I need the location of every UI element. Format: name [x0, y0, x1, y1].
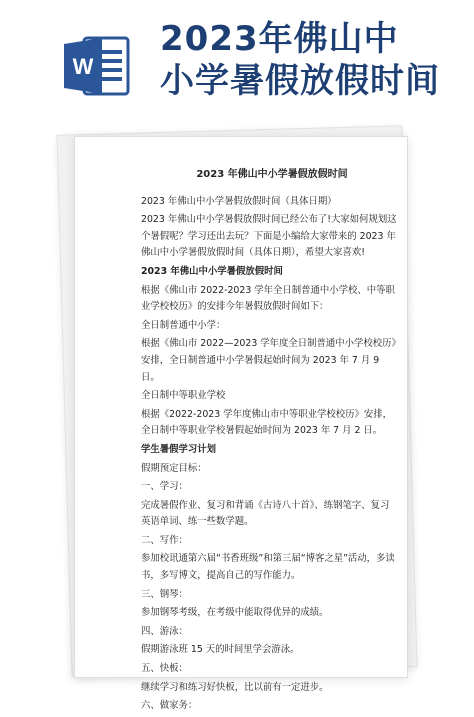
doc-paragraph: 四、游泳： [141, 625, 188, 637]
doc-paragraph: 二、写作： [141, 534, 188, 546]
title-line-1: 2023年佛山中 [160, 19, 399, 59]
doc-paragraph: 全日制中等职业学校 [141, 390, 226, 402]
doc-paragraph: 根据《2022-2023 学年度佛山市中等职业学校校历》安排，全日制中等职业学校暑假起始时间为 2023 年 7 月 2 日。 [141, 408, 392, 437]
document-sheet [74, 136, 408, 712]
doc-paragraph: 完成暑假作业、复习和背诵《古诗八十首》、练钢笔字、复习英语单词、练一些数学题。 [141, 499, 390, 528]
title-line-2: 小学暑假放假时间 [160, 61, 440, 101]
header-banner [0, 0, 474, 120]
document-title-banner [160, 18, 460, 102]
doc-section-heading: 2023 年佛山中小学暑假放假时间 [141, 265, 283, 277]
doc-paragraph: 参加钢琴考级，在考级中能取得优异的成绩。 [141, 607, 329, 619]
document-body [141, 167, 397, 717]
doc-paragraph: 2023 年佛山中小学暑假放假时间（具体日期） [141, 195, 337, 207]
doc-paragraph: 三、钢琴： [141, 588, 188, 600]
doc-paragraph: 假期游泳班 15 天的时间里学会游泳。 [141, 644, 300, 656]
doc-title: 2023 年佛山中小学暑假放假时间 [196, 169, 348, 180]
doc-paragraph: 参加校讯通第六届“书香班级”和第三届“博客之星”活动，多读书，多写博文，提高自己的写作能力。 [141, 553, 395, 582]
doc-paragraph: 一、学习： [141, 481, 188, 493]
doc-paragraph: 六、做家务： [141, 700, 198, 712]
doc-paragraph: 五、快板： [141, 663, 188, 675]
doc-paragraph: 继续学习和练习好快板，比以前有一定进步。 [141, 681, 329, 693]
svg-text:W: W [72, 54, 94, 79]
doc-paragraph: 根据《佛山市 2022—2023 学年度全日制普通中小学校校历》安排，全日制普通中小学暑假起始时间为 2023 年 7 月 9 日。 [141, 338, 397, 383]
doc-paragraph: 根据《佛山市 2022-2023 学年全日制普通中小学校、中等职业学校校历》的安排今年暑假放假时间如下： [141, 284, 395, 313]
word-icon [62, 34, 132, 98]
doc-paragraph: 2023 年佛山中小学暑假放假时间已经公布了!大家如何规划这个暑假呢？学习还出去玩？下面是小编给大家带来的 2023 年佛山中小学暑假放假时间（具体日期），希望大家喜欢! [141, 214, 397, 259]
doc-paragraph: 假期预定目标： [141, 462, 207, 474]
doc-paragraph: 全日制普通中小学： [141, 319, 226, 331]
doc-section-heading: 学生暑假学习计划 [141, 443, 217, 455]
